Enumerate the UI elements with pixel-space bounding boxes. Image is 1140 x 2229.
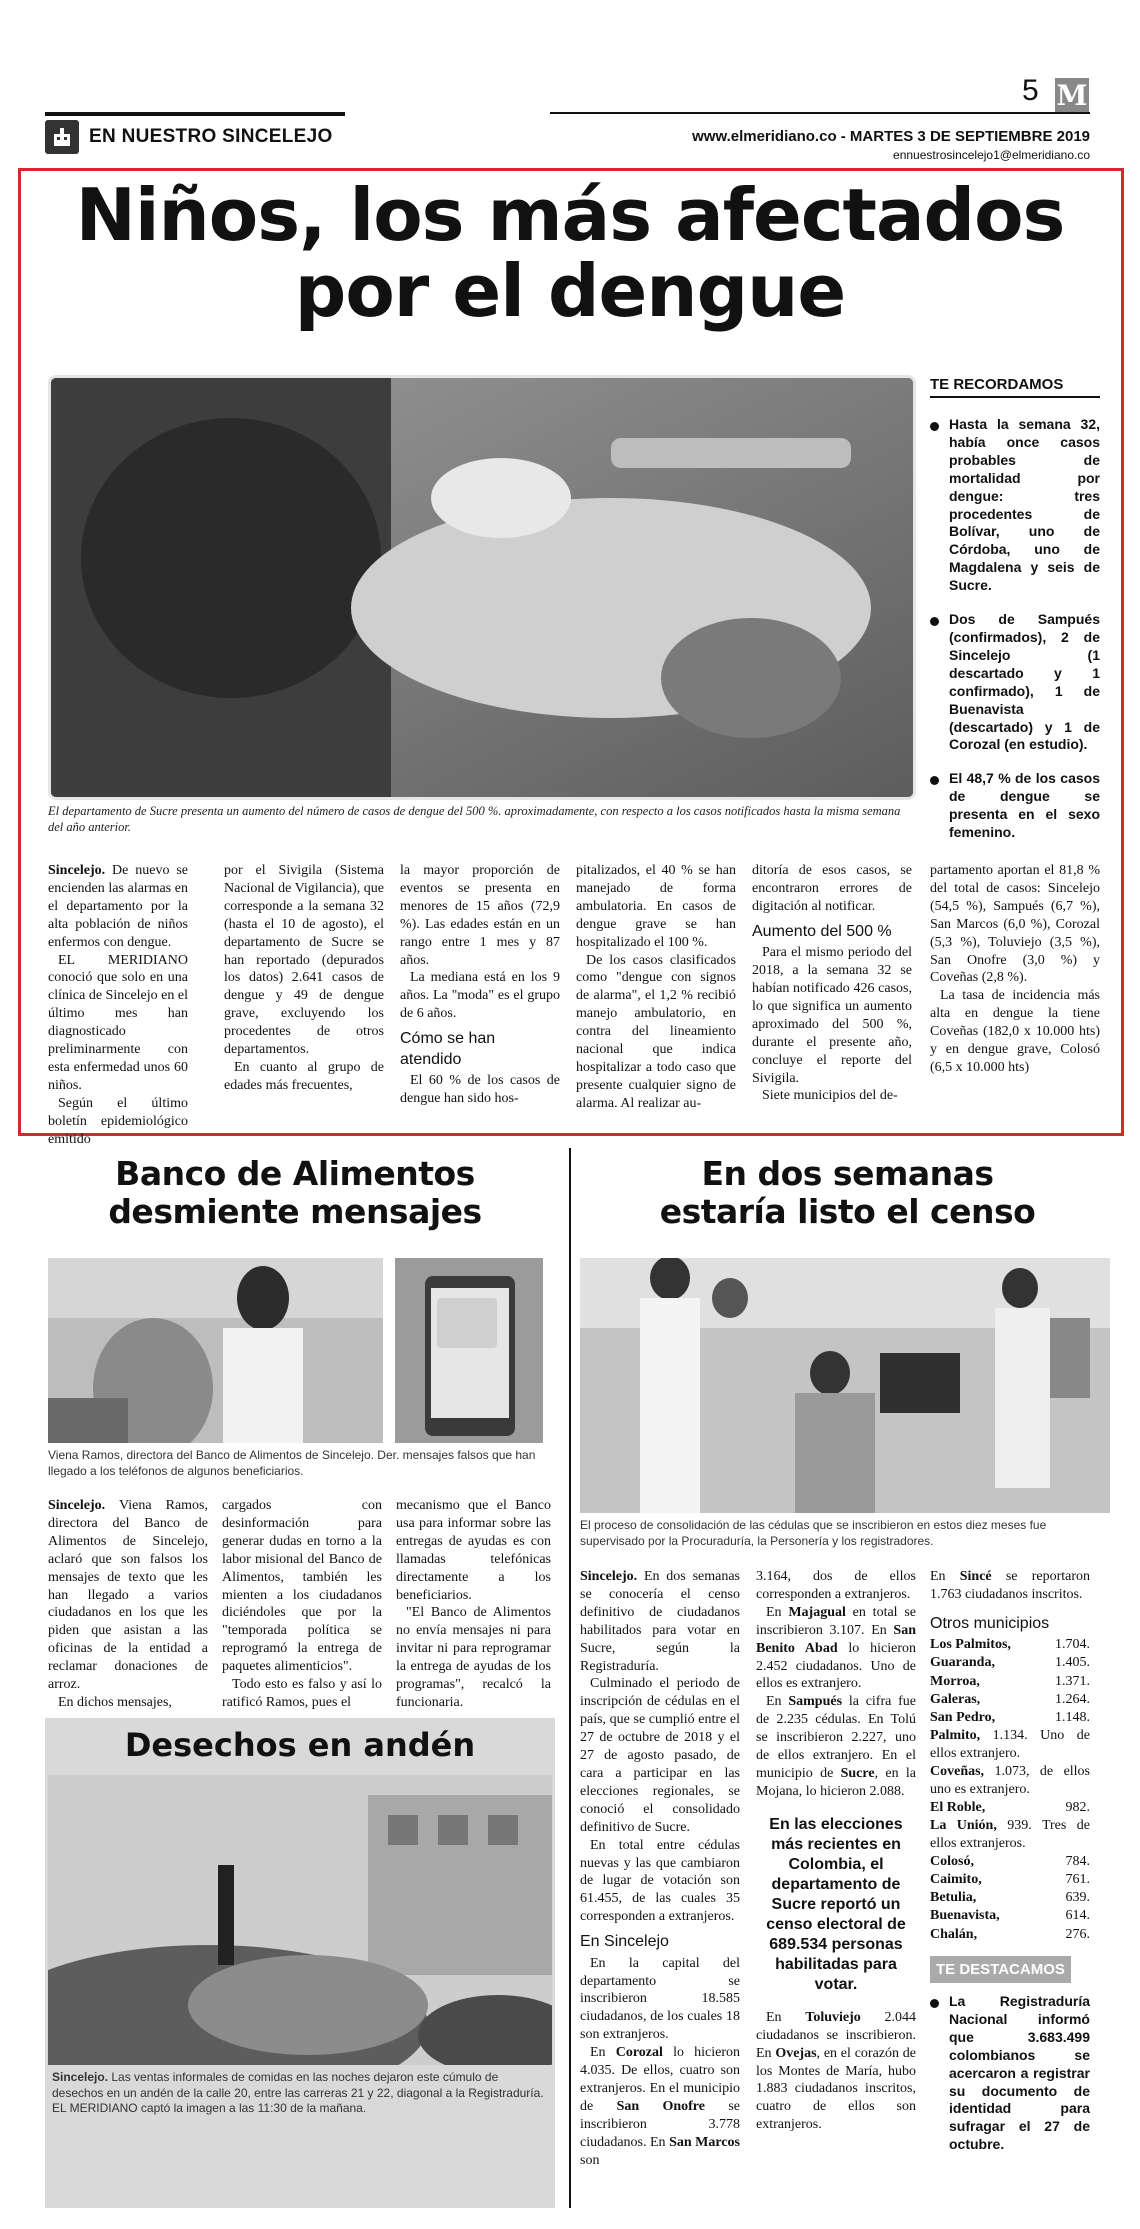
censo-caption: El proceso de consolidación de las cédulas que se inscribieron en estos diez meses fue supervisado por la Procuraduría, la Personería y los registradores. bbox=[580, 1518, 1047, 1548]
municipio-text: Coveñas, 1.073, de ellos uno es extranjero. bbox=[930, 1764, 1091, 1797]
subhead: Cómo se han atendido bbox=[400, 1030, 496, 1068]
banco-photo-phone bbox=[395, 1258, 543, 1443]
desechos-caption: Sincelejo. Las ventas informales de comidas en las noches dejaron este cúmulo de desechos en un andén de la calle 20, entre las carreras 21 y 22, diagonal a la Registraduría. EL MERIDIANO captó la imagen a las 11:30 de la mañana. bbox=[52, 2070, 544, 2116]
subhead: Otros municipios bbox=[930, 1614, 1050, 1632]
paragraph: En Sincé se reportaron 1.763 ciudadanos inscritos. bbox=[930, 1569, 1090, 1602]
main-col-1 bbox=[48, 862, 188, 1149]
paragraph: La tasa de incidencia más alta en dengue la tiene Coveñas (182,0 x 10.000 hts) y en dengue grave, Colosó (6,5 x 10.000 hts) bbox=[930, 988, 1100, 1075]
bullet-icon bbox=[930, 422, 939, 431]
desechos-photo bbox=[48, 1775, 552, 2065]
censo-photo bbox=[580, 1258, 1110, 1513]
page-number: 5 bbox=[1022, 74, 1039, 107]
pull-quote: En las elecciones más recientes en Colombia, el departamento de Sucre reportó un censo electoral de 689.534 personas habilitadas para votar. bbox=[766, 1815, 906, 1993]
paragraph: En cuanto al grupo de edades más frecuentes, bbox=[224, 1059, 384, 1093]
bullet-icon bbox=[930, 776, 939, 785]
paragraph: La mediana está en los 9 años. La "moda" es el grupo de 6 años. bbox=[400, 970, 560, 1022]
bullet-icon bbox=[930, 617, 939, 626]
municipio-row: Betulia, 639. bbox=[930, 1890, 1090, 1906]
municipio-text: La Unión, 939. Tres de ellos extranjeros. bbox=[930, 1818, 1090, 1851]
municipio-row: Chalán, 276. bbox=[930, 1926, 1090, 1942]
main-col-5 bbox=[752, 862, 912, 1105]
header-rule-right bbox=[550, 112, 1090, 114]
paragraph: Sincelejo. Viena Ramos, directora del Banco de Alimentos de Sincelejo, aclaró que son falsos los mensajes de texto que les han llegado a varios ciudadanos en los que les piden que asistan a las oficinas de la entidad a reclamar donaciones de arroz. bbox=[48, 1498, 208, 1693]
destacamos-title: TE DESTACAMOS bbox=[930, 1956, 1071, 1983]
header-rule-left bbox=[45, 112, 345, 116]
sidebar-item-text: El 48,7 % de los casos de dengue se presenta en el sexo femenino. bbox=[949, 770, 1100, 841]
paragraph: En Sampués la cifra fue de 2.235 cédulas. En Tolú se inscribieron 2.227, uno de ellos extranjero. En el municipio de Sucre, en la Mojana, lo hicieron 2.088. bbox=[756, 1694, 916, 1799]
censo-col-1 bbox=[580, 1568, 740, 2169]
paragraph: En dichos mensajes, bbox=[58, 1694, 172, 1710]
column-divider bbox=[569, 1148, 571, 2208]
main-col-6 bbox=[930, 862, 1100, 1077]
censo-col-2 bbox=[756, 1568, 916, 2134]
paragraph: Según el último boletín epidemiológico emitido bbox=[48, 1095, 188, 1147]
paragraph: El 60 % de los casos de dengue han sido hos- bbox=[400, 1073, 560, 1106]
section-badge bbox=[45, 120, 333, 154]
paragraph: "El Banco de Alimentos no envía mensajes ni para invitar ni para reprogramar la entrega de ayudas de los programas", recalcó la funcionaria. bbox=[396, 1605, 551, 1710]
municipio-row: Buenavista, 614. bbox=[930, 1908, 1090, 1924]
subhead: En Sincelejo bbox=[580, 1933, 669, 1951]
banco-headline: Banco de Alimentos desmiente mensajes bbox=[108, 1154, 482, 1231]
banco-photo-main bbox=[48, 1258, 383, 1443]
main-headline-line2: por el dengue bbox=[294, 248, 846, 333]
paragraph: cargados con desinformación para generar dudas en torno a la labor misional del Banco de Alimentos, también les mienten a los ciudadanos diciéndoles que por la "temporada política se reprogramó la entrega de paquetes alimenticios". bbox=[222, 1498, 382, 1675]
paragraph: partamento aportan el 81,8 % del total de casos: Sincelejo (54,5 %), Sampués (6,7 %), San Marcos (6,0 %), Corozal (5,3 %), Toluviejo (3,5 %), San Onofre (3,0 %) y Coveñas (2,8 %). bbox=[930, 863, 1100, 986]
paragraph: Culminado el periodo de inscripción de cédulas en el país, que se cumplió entre el 27 de octubre de 2018 y el 27 de agosto pasado, de cara a participar en las elecciones regionales, se conoció el consolidado definitivo de Sucre. bbox=[580, 1676, 740, 1835]
municipio-row: Galeras, 1.264. bbox=[930, 1691, 1090, 1707]
main-photo-caption: El departamento de Sucre presenta un aumento del número de casos de dengue del 500 %. aproximadamente, con respecto a los casos notificados hasta la misma semana del año anterior. bbox=[48, 804, 901, 834]
censo-col-3 bbox=[930, 1568, 1090, 2154]
banco-col-3 bbox=[396, 1497, 551, 1712]
banco-col-1 bbox=[48, 1497, 208, 1712]
main-headline-line1: Niños, los más afectados bbox=[75, 173, 1065, 257]
paragraph: Todo esto es falso y así lo ratificó Ramos, pues el bbox=[222, 1677, 382, 1710]
municipio-text: Palmito, 1.134. Uno de ellos extranjero. bbox=[930, 1728, 1091, 1762]
destacamos-item: La Registraduría Nacional informó que 3.683.499 colombianos se acercaron a registrar su documento de identidad para sufragar el 27 de octubre. bbox=[930, 1993, 1090, 2154]
paragraph: Para el mismo periodo del 2018, a la semana 32 se habían notificado 426 casos, lo que significa un aumento aproximado del 500 %, durante el presente año, concluye el reporte del Sivigila. bbox=[752, 945, 912, 1086]
paragraph: En Majagual en total se inscribieron 3.107. En San Benito Abad lo hicieron 2.452 ciudadanos. Uno de ellos es extranjero. bbox=[756, 1604, 916, 1692]
banco-caption: Viena Ramos, directora del Banco de Alimentos de Sincelejo. Der. mensajes falsos que han llegado a los teléfonos de algunos beneficiarios. bbox=[48, 1448, 536, 1478]
banco-col-2 bbox=[222, 1497, 382, 1712]
site-date[interactable]: www.elmeridiano.co - MARTES 3 DE SEPTIEMBRE 2019 bbox=[692, 128, 1090, 145]
main-photo bbox=[48, 375, 916, 800]
main-col-3 bbox=[400, 862, 560, 1108]
dateline: Sincelejo. bbox=[48, 863, 106, 878]
censo-headline: En dos semanas estaría listo el censo bbox=[659, 1154, 1036, 1231]
paragraph: En la capital del departamento se inscribieron 18.585 ciudadanos, de los cuales 18 son extranjeros. bbox=[580, 1955, 740, 2043]
main-headline bbox=[30, 173, 1110, 333]
paragraph: Sincelejo. De nuevo se encienden las alarmas en el departamento por la alta población de niños enfermos con dengue. bbox=[48, 863, 188, 950]
paragraph: Sincelejo. En dos semanas se conocería el censo definitivo de ciudadanos habilitados para votar en Sucre, según la Registraduría. bbox=[580, 1569, 740, 1674]
municipio-row: El Roble, 982. bbox=[930, 1799, 1090, 1815]
paragraph: De los casos clasificados como "dengue con signos de alarma", el 1,2 % recibió manejo ambulatorio, en contra del lineamiento nacional que indica hospitalizar a todo caso que presente cualquier signo de alarma. Al realizar au- bbox=[576, 952, 736, 1111]
paragraph: pitalizados, el 40 % se han manejado de forma ambulatoria. En casos de dengue grave se han hospitalizado el 100 %. bbox=[576, 863, 736, 950]
paragraph: En total entre cédulas nuevas y las que cambiaron de lugar de votación son 61.455, de las cuales 35 corresponden a extranjeros. bbox=[580, 1837, 740, 1925]
sidebar-item bbox=[930, 611, 1100, 754]
bullet-icon bbox=[930, 1999, 939, 2008]
building-icon bbox=[45, 120, 79, 154]
main-col-4 bbox=[576, 862, 736, 1113]
email-link[interactable]: ennuestrosincelejo1@elmeridiano.co bbox=[893, 148, 1090, 162]
paragraph: 3.164, dos de ellos corresponden a extranjeros. bbox=[756, 1569, 916, 1602]
municipio-row: Morroa, 1.371. bbox=[930, 1673, 1090, 1689]
municipio-row: San Pedro, 1.148. bbox=[930, 1710, 1090, 1726]
main-col-2 bbox=[224, 862, 384, 1095]
subhead: Aumento del 500 % bbox=[752, 922, 892, 940]
desechos-headline: Desechos en andén bbox=[124, 1726, 476, 1764]
paragraph: En Toluviejo 2.044 ciudadanos se inscribieron. En Ovejas, en el corazón de los Montes de María, hubo 1.883 ciudadanos inscritos, cuatro de ellos son extranjeros. bbox=[756, 2009, 916, 2133]
sidebar-list bbox=[930, 416, 1100, 842]
sidebar-item-text: Dos de Sampués (confirmados), 2 de Sincelejo (1 descartado y 1 confirmado), 1 de Buenavista (descartado) y 1 de Corozal (en estudio). bbox=[949, 611, 1100, 753]
paragraph: mecanismo que el Banco usa para informar sobre las entregas de ayudas es con llamadas telefónicas directamente a los beneficiarios. bbox=[396, 1498, 551, 1603]
municipio-row: Caimito, 761. bbox=[930, 1872, 1090, 1888]
paragraph: por el Sivigila (Sistema Nacional de Vigilancia), que corresponde a la semana 32 (hasta el 10 de agosto), el departamento de Sucre se han reportado (depurados los datos) 2.641 casos de dengue y 49 de dengue grave, excluyendo los procedentes de otros departamentos. bbox=[224, 863, 384, 1058]
municipio-row: Guaranda, 1.405. bbox=[930, 1655, 1090, 1671]
paragraph: En Corozal lo hicieron 4.035. De ellos, cuatro son extranjeros. En el municipio de San Onofre se inscribieron 3.778 ciudadanos. En San Marcos son bbox=[580, 2045, 741, 2168]
paragraph: EL MERIDIANO conoció que solo en una clínica de Sincelejo en el último mes han diagnosticado preliminarmente con esta enfermedad unos 60 niños. bbox=[48, 952, 188, 1093]
sidebar-item bbox=[930, 416, 1100, 595]
paragraph: la mayor proporción de eventos se presenta en menores de 15 años (72,9 %). Las edades están en un rango entre 1 mes y 87 años. bbox=[400, 863, 560, 968]
sidebar-item-text: Hasta la semana 32, había once casos probables de mortalidad por dengue: tres procedentes de Bolívar, uno de Córdoba, uno de Magdalena y seis de Sucre. bbox=[949, 416, 1100, 594]
sidebar-title: TE RECORDAMOS bbox=[930, 376, 1100, 398]
municipio-row: Colosó, 784. bbox=[930, 1853, 1090, 1869]
logo-icon: M bbox=[1056, 78, 1088, 112]
paragraph: ditoría de esos casos, se encontraron errores de digitación al notificar. bbox=[752, 863, 912, 914]
section-label: EN NUESTRO SINCELEJO bbox=[89, 126, 333, 147]
municipio-row: Los Palmitos, 1.704. bbox=[930, 1637, 1090, 1653]
sidebar-item bbox=[930, 770, 1100, 842]
paragraph: Siete municipios del de- bbox=[762, 1088, 898, 1104]
